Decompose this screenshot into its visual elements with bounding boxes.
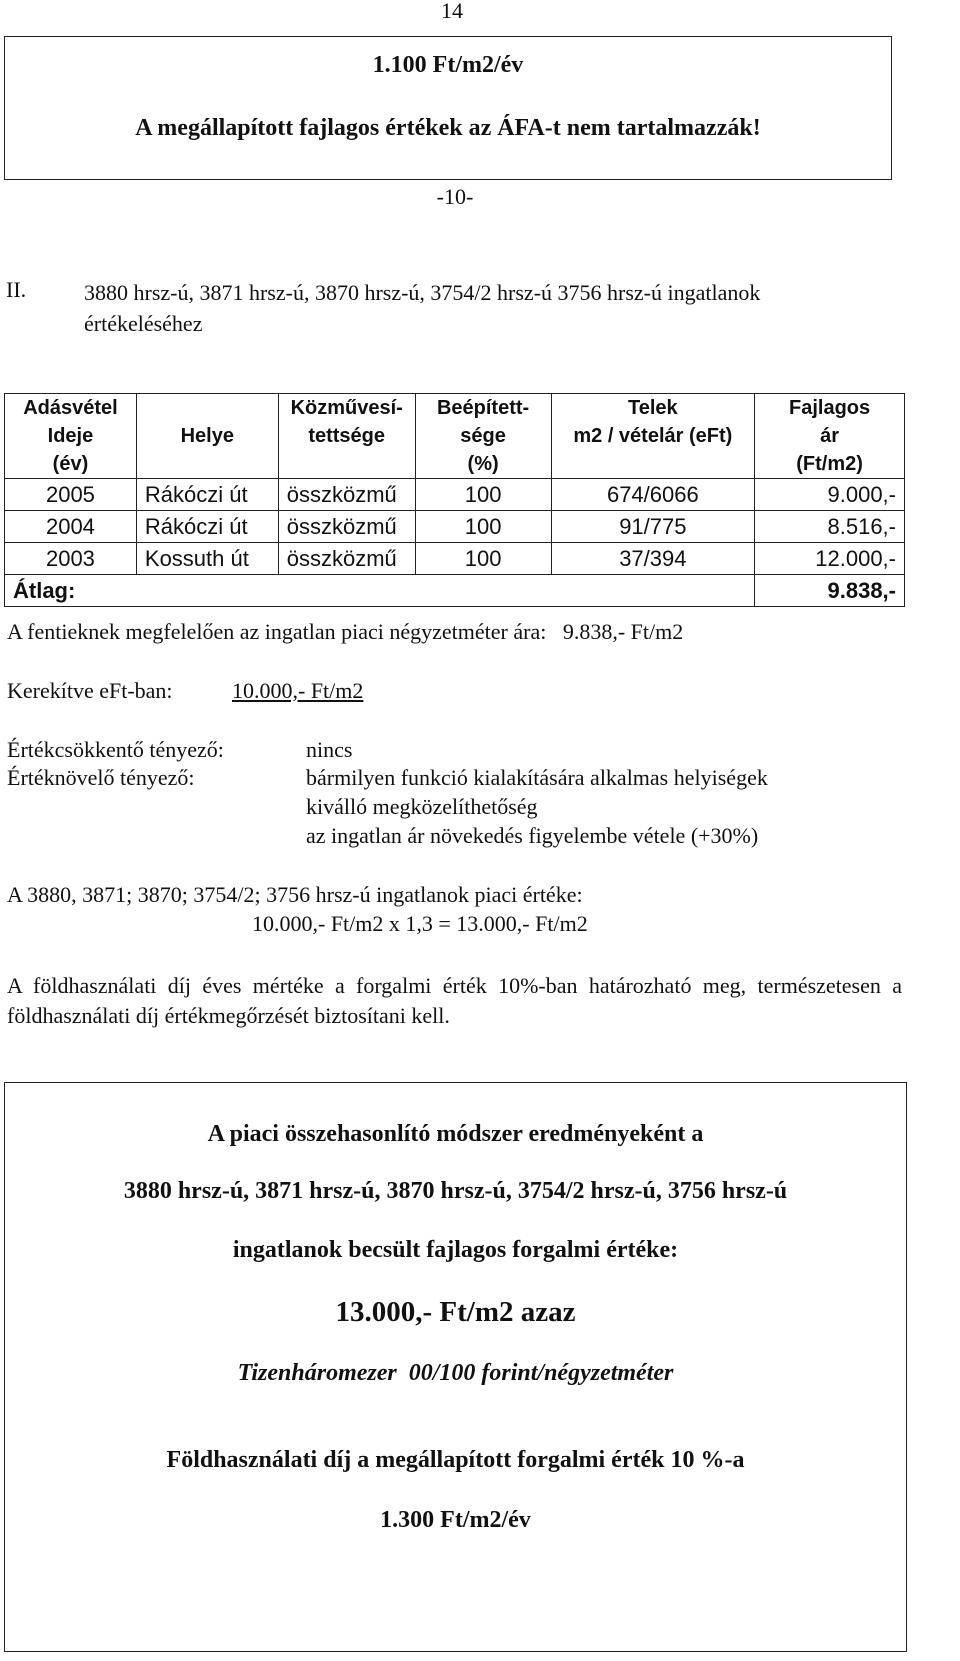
market-value-heading: A 3880, 3871; 3870; 3754/2; 3756 hrsz-ú ingatlanok piaci értéke: — [7, 882, 583, 907]
increasing-factor-label: Értéknövelő tényező: — [7, 765, 195, 790]
header-unit-price: Fajlagos ár (Ft/m2) — [755, 394, 905, 479]
cell-plot: 674/6066 — [551, 479, 755, 511]
rounded-label: Kerekítve eFt-ban: — [7, 678, 173, 703]
cell-unit-price: 8.516,- — [755, 511, 905, 543]
rounded-value: 10.000,- Ft/m2 — [232, 678, 364, 703]
result-description: ingatlanok becsült fajlagos forgalmi értéke: — [232, 1237, 679, 1263]
header-plot: Telek m2 / vételár (eFt) — [551, 394, 755, 479]
decreasing-factor-value: nincs — [306, 737, 353, 762]
increasing-factor-item: az ingatlan ár növekedés figyelembe vétele (+30%) — [306, 823, 759, 848]
result-value: 13.000,- Ft/m2 azaz — [335, 1296, 576, 1328]
summary-box — [4, 36, 892, 180]
table-row — [5, 543, 905, 575]
cell-year: 2003 — [5, 543, 137, 575]
page-number: 14 — [441, 0, 463, 23]
cell-year: 2004 — [5, 511, 137, 543]
comparison-table — [4, 393, 905, 607]
cell-built-ratio: 100 — [415, 543, 551, 575]
average-value: 9.838,- — [755, 575, 905, 607]
cell-plot: 91/775 — [551, 511, 755, 543]
result-box — [4, 1082, 907, 1652]
table-row — [5, 511, 905, 543]
header-location: Helye — [136, 394, 278, 479]
cell-utilities: összközmű — [278, 479, 415, 511]
cell-utilities: összközmű — [278, 543, 415, 575]
result-value-words: Tizenháromezer 00/100 forint/négyzetméter — [237, 1360, 674, 1386]
increasing-factor-item: kiválló megközelíthetőség — [306, 794, 538, 819]
result-intro: A piaci összehasonlító módszer eredményeként a — [207, 1121, 704, 1147]
cell-location: Rákóczi út — [136, 511, 278, 543]
fee-value: 1.300 Ft/m2/év — [380, 1507, 531, 1533]
increasing-factor-item: bármilyen funkció kialakítására alkalmas helyiségek — [306, 765, 768, 790]
table-average-row — [5, 575, 905, 607]
decreasing-factor-label: Értékcsökkentő tényező: — [7, 737, 224, 762]
subpage-number: -10- — [436, 184, 474, 209]
cell-utilities: összközmű — [278, 511, 415, 543]
market-value-calculation: 10.000,- Ft/m2 x 1,3 = 13.000,- Ft/m2 — [252, 911, 588, 936]
land-use-fee-paragraph: A földhasználati díj éves mértéke a forgalmi érték 10%-ban határozható meg, természetesen a földhasználati díj értékmegőrzését biztosítani kell. — [7, 973, 902, 1028]
summary-box-note: A megállapított fajlagos értékek az ÁFA-t nem tartalmazzák! — [135, 115, 761, 141]
result-parcels: 3880 hrsz-ú, 3871 hrsz-ú, 3870 hrsz-ú, 3754/2 hrsz-ú, 3756 hrsz-ú — [123, 1178, 788, 1204]
cell-built-ratio: 100 — [415, 479, 551, 511]
market-price-text: A fentieknek megfelelően az ingatlan piaci négyzetméter ára: 9.838,- Ft/m2 — [7, 619, 684, 644]
average-label: Átlag: — [5, 575, 755, 607]
table-row — [5, 479, 905, 511]
header-built-ratio: Beépített- sége (%) — [415, 394, 551, 479]
cell-location: Rákóczi út — [136, 479, 278, 511]
section-number: II. — [6, 277, 27, 302]
cell-unit-price: 12.000,- — [755, 543, 905, 575]
summary-box-value: 1.100 Ft/m2/év — [372, 52, 524, 78]
cell-unit-price: 9.000,- — [755, 479, 905, 511]
cell-built-ratio: 100 — [415, 511, 551, 543]
table-header-row — [5, 394, 905, 479]
fee-label: Földhasználati díj a megállapított forgalmi érték 10 %-a — [166, 1447, 745, 1473]
header-sale-year: Adásvétel Ideje (év) — [5, 394, 137, 479]
cell-year: 2005 — [5, 479, 137, 511]
cell-plot: 37/394 — [551, 543, 755, 575]
cell-location: Kossuth út — [136, 543, 278, 575]
section-title: 3880 hrsz-ú, 3871 hrsz-ú, 3870 hrsz-ú, 3754/2 hrsz-ú 3756 hrsz-ú ingatlanok értékeléséhez — [84, 280, 761, 336]
header-utilities: Közművesí- tettsége — [278, 394, 415, 479]
